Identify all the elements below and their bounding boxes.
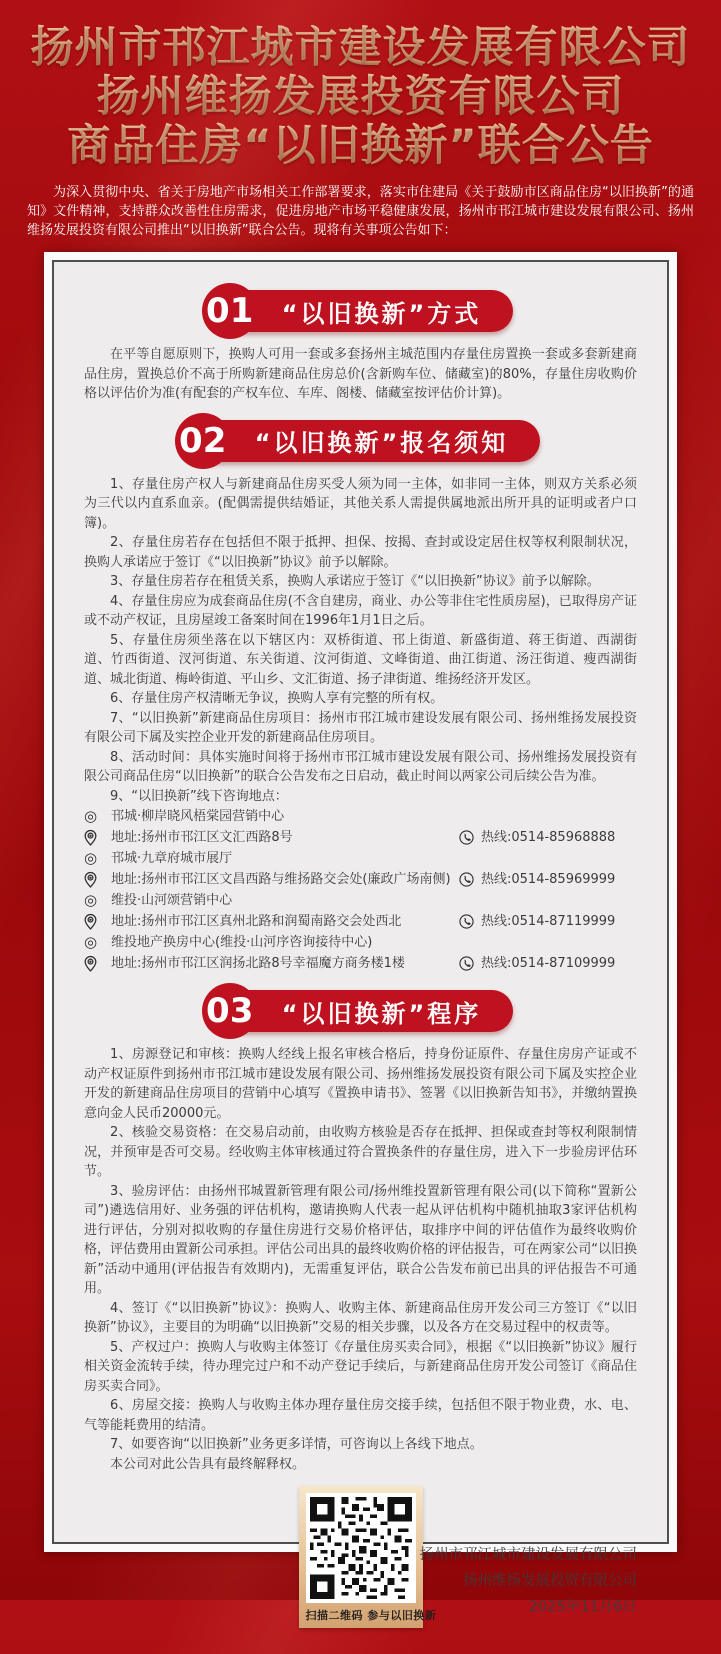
map-pin-icon [84,914,111,930]
section-2-header [84,420,637,462]
bullseye-icon: ◎ [84,891,98,909]
title-line-3: 商品住房“以旧换新”联合公告 [0,122,721,171]
location-name: 邗城·九章府城市展厅 [111,851,233,866]
section-2-title: “以旧换新”报名须知 [254,429,509,457]
location-name: 维投地产换房中心(维投·山河序咨询接待中心) [111,935,373,950]
section-1-number: 01 [202,283,258,339]
procedure-item-1: 1、房源登记和审核：换购人经线上报名审核合格后，持身份证原件、存量住房房产证或不动产权证原件到扬州市邗江城市建设发展有限公司、扬州维扬发展投资有限公司下属及实控企业开发的新建商品住房项目的营销中心填写《置换申请书》、签署《以旧换新告知书》，并缴纳置换意向金人民币20000元。 [84,1047,637,1121]
map-pin-icon [84,830,111,846]
location-4-address-row [84,953,637,974]
notice-item-5: 5、存量住房须坐落在以下辖区内：双桥街道、邗上街道、新盛街道、蒋王街道、西湖街道、竹西街道、汊河街道、东关街道、汶河街道、文峰街道、曲江街道、汤汪街道、瘦西湖街道、城北街道、梅岭街道、平山乡、文汇街道、扬子津街道、维扬经济开发区。 [84,632,637,687]
section-2-number: 02 [175,413,231,469]
qr-code-card [299,1486,437,1628]
title-line-1: 扬州市邗江城市建设发展有限公司 [0,24,721,73]
location-address: 地址:扬州市邗江区文汇西路8号 [111,830,293,845]
location-address: 地址:扬州市邗江区文昌西路与维扬路交会处(廉政广场南侧) [111,872,451,887]
bullseye-icon: ◎ [84,933,98,951]
signature-company-1: 扬州市邗江城市建设发展有限公司 [419,1547,637,1563]
notice-item-1: 1、存量住房产权人与新建商品住房买受人须为同一主体，如非同一主体，则双方关系必须为三代以内直系血亲。(配偶需提供结婚证，其他关系人需提供属地派出所开具的证明或者户口簿)。 [84,476,637,531]
bullseye-icon: ◎ [84,849,98,867]
content-panel [44,252,677,1622]
poster-header [0,0,721,240]
signature-company-2: 扬州维扬发展投资有限公司 [463,1573,637,1589]
location-name: 维投·山河颂营销中心 [111,893,233,908]
final-interpretation-note: 本公司对此公告具有最终解释权。 [110,1456,306,1472]
location-4-name-row [84,932,637,953]
phone-icon [459,872,474,887]
procedure-item-6: 6、房屋交接：换购人与收购主体办理存量住房交接手续，包括但不限于物业费，水、电、气等能耗费用的结清。 [84,1398,637,1433]
location-hotline: 热线:0514-87109999 [481,956,616,971]
location-address: 地址:扬州市邗江区润扬北路8号幸福魔方商务楼1楼 [111,956,405,971]
map-pin-icon [84,872,111,888]
phone-icon [459,956,474,971]
bullseye-icon: ◎ [84,807,98,825]
section-3-pill [208,990,514,1032]
location-2-address-row [84,869,637,890]
location-3-address-row [84,911,637,932]
signature-date: 2025年11月6日 [528,1599,637,1615]
section-3-number: 03 [202,983,258,1039]
notice-item-7: 7、“以旧换新”新建商品住房项目：扬州市邗江城市建设发展有限公司、扬州维扬发展投资有限公司下属及实控企业开发的新建商品住房项目。 [84,710,637,745]
notice-item-4: 4、存量住房应为成套商品住房(不含自建房，商业、办公等非住宅性质房屋)，已取得房产证或不动产权证，且房屋竣工备案时间在1996年1月1日之后。 [84,593,637,628]
phone-icon [459,914,474,929]
qr-caption: 扫描二维码 参与以旧换新 [305,1609,437,1622]
location-1-address-row [84,827,637,848]
panel-footer [84,1486,637,1654]
notice-item-8: 8、活动时间：具体实施时间将于扬州市邗江城市建设发展有限公司、扬州维扬发展投资有限公司商品住房“以旧换新”的联合公告发布之日启动，截止时间以两家公司后续公告为准。 [84,749,637,784]
section-3-title: “以旧换新”程序 [281,999,482,1028]
content-panel-inner [52,260,669,1622]
map-pin-icon [84,956,111,972]
location-1-name-row [84,806,637,827]
location-hotline: 热线:0514-87119999 [481,914,616,929]
location-address: 地址:扬州市邗江区真州北路和润蜀南路交会处西北 [111,914,402,929]
notice-item-2: 2、存量住房若存在包括但不限于抵押、担保、按揭、查封或设定居住权等权利限制状况，换购人承诺应于签订《“以旧换新”协议》前予以解除。 [84,535,637,570]
section-1-header [84,290,637,332]
phone-icon [459,830,474,845]
procedure-item-5: 5、产权过户：换购人与收购主体签订《存量住房买卖合同》，根据《“以旧换新”协议》履行相关资金流转手续，待办理完过户和不动产登记手续后，与新建商品住房开发公司签订《商品住房买卖合同》。 [84,1339,637,1394]
location-2-name-row [84,848,637,869]
qr-code [306,1493,416,1603]
section-3-header [84,990,637,1032]
title-line-2: 扬州维扬发展投资有限公司 [0,73,721,122]
section-1-pill [208,290,514,332]
intro-paragraph: 为深入贯彻中央、省关于房地产市场相关工作部署要求，落实市住建局《关于鼓励市区商品住房“以旧换新”的通知》文件精神，支持群众改善性住房需求，促进房地产市场平稳健康发展，扬州市邗江城市建设发展有限公司、扬州维扬发展投资有限公司推出“以旧换新”联合公告。现将有关事项公告如下： [27,185,694,238]
notice-item-3: 3、存量住房若存在租赁关系，换购人承诺应于签订《“以旧换新”协议》前予以解除。 [110,574,600,589]
signature-block [420,1542,638,1620]
notice-item-6: 6、存量住房产权清晰无争议，换购人享有完整的所有权。 [110,691,444,706]
section-1-title: “以旧换新”方式 [281,299,482,328]
procedure-item-3: 3、验房评估：由扬州邗城置新管理有限公司/扬州维投置新管理有限公司(以下简称“置新公司”)遴选信用好、业务强的评估机构，邀请换购人代表一起从评估机构中随机抽取3家评估机构进行评估，分别对拟收购的存量住房进行交易价格评估，取排序中间的评估值作为最终收购价格，评估费用由置新公司承担。评估公司出具的最终收购价格的评估报告，可在两家公司“以旧换新”活动中通用(评估报告有效期内)，无需重复评估，联合公告发布前已出具的评估报告不可通用。 [84,1183,637,1296]
location-3-name-row [84,890,637,911]
procedure-item-2: 2、核验交易资格：在交易启动前，由收购方核验是否存在抵押、担保或查封等权利限制情况，并预审是否可交易。经收购主体审核通过符合置换条件的存量住房，进入下一步验房评估环节。 [84,1125,637,1179]
procedure-item-4: 4、签订《“以旧换新”协议》：换购人、收购主体、新建商品住房开发公司三方签订《“以旧换新”协议》，主要目的为明确“以旧换新”交易的相关步骤，以及各方在交易过程中的权责等。 [84,1300,637,1335]
section-1-paragraph: 在平等自愿原则下，换购人可用一套或多套扬州主城范围内存量住房置换一套或多套新建商品住房，置换总价不高于所购新建商品住房总价(含新购车位、储藏室)的80%，存量住房收购价格以评估价为准(有配套的产权车位、车库、阁楼、储藏室按评估价计算)。 [84,347,637,401]
section-2-pill [181,420,541,462]
notice-item-9: 9、“以旧换新”线下咨询地点： [110,788,288,804]
procedure-item-7: 7、如要咨询“以旧换新”业务更多详情，可咨询以上各线下地点。 [110,1437,483,1452]
location-name: 邗城·柳岸晓风梧棠园营销中心 [111,809,285,824]
location-hotline: 热线:0514-85969999 [481,872,616,887]
location-hotline: 热线:0514-85968888 [481,830,616,845]
